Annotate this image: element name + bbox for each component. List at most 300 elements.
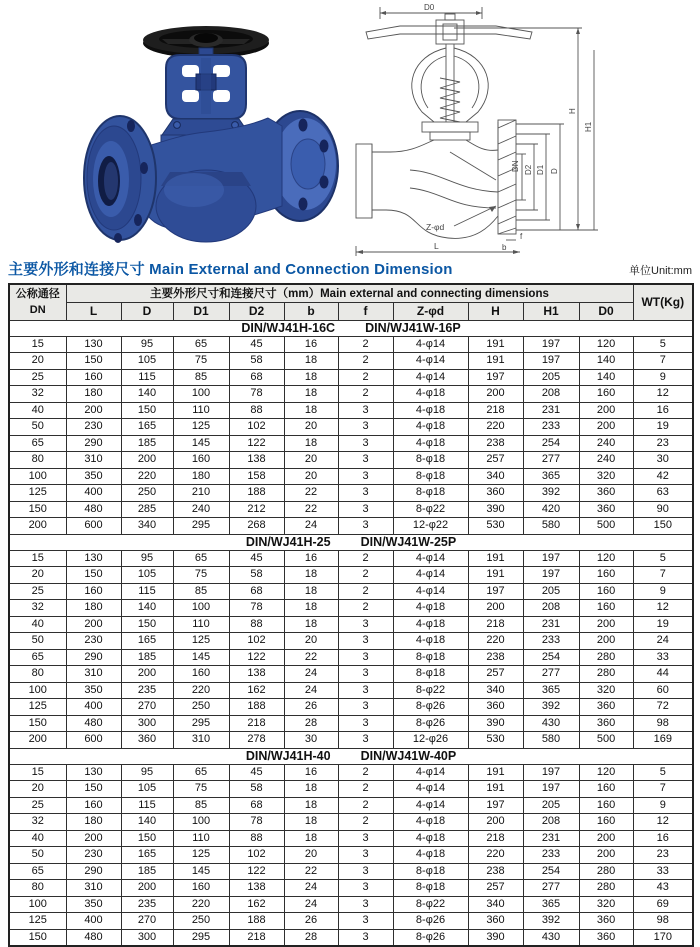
table-cell: 365 xyxy=(523,896,579,913)
table-cell: 3 xyxy=(338,847,393,864)
table-cell: 120 xyxy=(579,336,633,353)
table-cell: 420 xyxy=(523,501,579,518)
table-cell: 72 xyxy=(633,699,693,716)
table-cell: 68 xyxy=(229,797,284,814)
table-row xyxy=(9,781,693,798)
table-cell: 23 xyxy=(633,847,693,864)
col-header-dn xyxy=(9,284,66,320)
table-cell: 300 xyxy=(121,715,173,732)
table-row xyxy=(9,764,693,781)
table-cell: 295 xyxy=(173,715,229,732)
table-cell: 18 xyxy=(284,435,338,452)
table-cell: 18 xyxy=(284,781,338,798)
table-cell: 530 xyxy=(468,732,523,749)
table-cell: 100 xyxy=(173,814,229,831)
table-cell: 125 xyxy=(9,485,66,502)
table-cell: 235 xyxy=(121,896,173,913)
table-cell: 138 xyxy=(229,666,284,683)
table-cell: 268 xyxy=(229,518,284,535)
table-cell: 200 xyxy=(121,452,173,469)
table-cell: 26 xyxy=(284,699,338,716)
table-cell: 150 xyxy=(66,781,121,798)
table-cell: 110 xyxy=(173,616,229,633)
dim-label-d0: D0 xyxy=(424,3,435,12)
table-cell: 98 xyxy=(633,715,693,732)
table-cell: 125 xyxy=(173,419,229,436)
table-cell: 200 xyxy=(468,814,523,831)
section-name-left: DIN/WJ41H-25 xyxy=(245,535,331,549)
table-cell: 220 xyxy=(468,633,523,650)
table-cell: 8-φ26 xyxy=(393,715,468,732)
table-cell: 20 xyxy=(9,567,66,584)
table-cell: 24 xyxy=(284,518,338,535)
table-cell: 158 xyxy=(229,468,284,485)
table-cell: 400 xyxy=(66,485,121,502)
dim-label-d1: D1 xyxy=(536,164,545,175)
table-cell: 390 xyxy=(468,929,523,946)
table-cell: 8-φ18 xyxy=(393,666,468,683)
table-cell: 69 xyxy=(633,896,693,913)
table-cell: 95 xyxy=(121,336,173,353)
table-cell: 18 xyxy=(284,386,338,403)
table-cell: 4-φ18 xyxy=(393,402,468,419)
table-cell: 280 xyxy=(579,863,633,880)
table-cell: 22 xyxy=(284,501,338,518)
table-row xyxy=(9,336,693,353)
table-cell: 2 xyxy=(338,583,393,600)
table-cell: 169 xyxy=(633,732,693,749)
table-cell: 65 xyxy=(9,435,66,452)
table-cell: 197 xyxy=(523,764,579,781)
table-cell: 160 xyxy=(173,666,229,683)
table-cell: 160 xyxy=(66,369,121,386)
table-cell: 2 xyxy=(338,353,393,370)
table-cell: 235 xyxy=(121,682,173,699)
dim-label-f: f xyxy=(520,232,523,241)
section-header xyxy=(9,534,693,550)
table-cell: 218 xyxy=(229,715,284,732)
table-cell: 165 xyxy=(121,847,173,864)
table-cell: 140 xyxy=(121,386,173,403)
table-cell: 392 xyxy=(523,913,579,930)
table-cell: 3 xyxy=(338,616,393,633)
table-cell: 80 xyxy=(9,452,66,469)
table-cell: 188 xyxy=(229,485,284,502)
table-cell: 40 xyxy=(9,616,66,633)
table-cell: 9 xyxy=(633,797,693,814)
table-cell: 4-φ14 xyxy=(393,550,468,567)
table-cell: 231 xyxy=(523,830,579,847)
table-cell: 530 xyxy=(468,518,523,535)
table-cell: 4-φ14 xyxy=(393,567,468,584)
table-cell: 191 xyxy=(468,353,523,370)
table-cell: 90 xyxy=(633,501,693,518)
section-header xyxy=(9,748,693,764)
table-cell: 218 xyxy=(468,830,523,847)
table-cell: 200 xyxy=(66,616,121,633)
table-cell: 33 xyxy=(633,863,693,880)
table-cell: 15 xyxy=(9,550,66,567)
table-cell: 58 xyxy=(229,353,284,370)
table-cell: 105 xyxy=(121,781,173,798)
table-cell: 160 xyxy=(66,797,121,814)
table-cell: 19 xyxy=(633,419,693,436)
table-cell: 160 xyxy=(579,600,633,617)
table-cell: 140 xyxy=(121,600,173,617)
table-cell: 200 xyxy=(9,518,66,535)
table-cell: 12 xyxy=(633,814,693,831)
table-cell: 24 xyxy=(284,682,338,699)
table-row xyxy=(9,583,693,600)
table-cell: 3 xyxy=(338,913,393,930)
table-cell: 8-φ26 xyxy=(393,699,468,716)
table-cell: 200 xyxy=(468,386,523,403)
table-cell: 360 xyxy=(579,501,633,518)
table-cell: 20 xyxy=(284,452,338,469)
table-cell: 188 xyxy=(229,699,284,716)
table-row xyxy=(9,732,693,749)
table-cell: 191 xyxy=(468,567,523,584)
table-cell: 2 xyxy=(338,336,393,353)
valve-drawing xyxy=(350,2,668,256)
table-cell: 231 xyxy=(523,616,579,633)
table-cell: 220 xyxy=(468,847,523,864)
table-cell: 130 xyxy=(66,336,121,353)
table-cell: 22 xyxy=(284,485,338,502)
table-row xyxy=(9,715,693,732)
table-cell: 580 xyxy=(523,518,579,535)
table-cell: 78 xyxy=(229,814,284,831)
table-cell: 115 xyxy=(121,797,173,814)
table-cell: 100 xyxy=(9,896,66,913)
table-row xyxy=(9,518,693,535)
table-cell: 20 xyxy=(9,781,66,798)
table-cell: 8-φ18 xyxy=(393,880,468,897)
table-cell: 130 xyxy=(66,764,121,781)
table-cell: 191 xyxy=(468,781,523,798)
table-cell: 12-φ26 xyxy=(393,732,468,749)
table-cell: 392 xyxy=(523,485,579,502)
section-name-left: DIN/WJ41H-16C xyxy=(241,321,336,335)
page-title: 主要外形和连接尺寸 Main External and Connection Dimension xyxy=(8,261,453,278)
table-cell: 170 xyxy=(633,929,693,946)
table-cell: 3 xyxy=(338,880,393,897)
table-cell: 180 xyxy=(66,600,121,617)
table-cell: 3 xyxy=(338,732,393,749)
table-cell: 8-φ18 xyxy=(393,485,468,502)
table-cell: 230 xyxy=(66,633,121,650)
table-row xyxy=(9,633,693,650)
col-header-dimensions: 主要外形尺寸和连接尺寸（mm）Main external and connecting dimensions xyxy=(66,284,633,302)
table-cell: 160 xyxy=(579,814,633,831)
table-cell: 45 xyxy=(229,336,284,353)
table-cell: 220 xyxy=(173,896,229,913)
table-row xyxy=(9,797,693,814)
table-cell: 5 xyxy=(633,550,693,567)
table-cell: 230 xyxy=(66,419,121,436)
table-cell: 30 xyxy=(284,732,338,749)
table-cell: 75 xyxy=(173,567,229,584)
table-cell: 24 xyxy=(633,633,693,650)
table-cell: 200 xyxy=(579,633,633,650)
table-cell: 65 xyxy=(173,764,229,781)
table-cell: 220 xyxy=(173,682,229,699)
table-cell: 280 xyxy=(579,666,633,683)
table-cell: 102 xyxy=(229,419,284,436)
valve-drawing-svg xyxy=(350,2,668,256)
table-cell: 7 xyxy=(633,567,693,584)
table-cell: 100 xyxy=(173,386,229,403)
table-cell: 75 xyxy=(173,353,229,370)
table-cell: 500 xyxy=(579,518,633,535)
table-cell: 100 xyxy=(173,600,229,617)
table-cell: 105 xyxy=(121,567,173,584)
table-cell: 12-φ22 xyxy=(393,518,468,535)
section-name-right: DIN/WJ41W-25P xyxy=(360,535,457,549)
table-cell: 88 xyxy=(229,616,284,633)
table-cell: 160 xyxy=(173,880,229,897)
table-cell: 4-φ18 xyxy=(393,814,468,831)
dim-label-dn: DN xyxy=(511,160,520,172)
table-cell: 85 xyxy=(173,797,229,814)
col-header-wt: WT(Kg) xyxy=(633,284,693,320)
table-cell: 150 xyxy=(66,567,121,584)
section-header-row xyxy=(9,534,693,550)
table-row xyxy=(9,402,693,419)
table-cell: 218 xyxy=(229,929,284,946)
table-cell: 360 xyxy=(579,913,633,930)
table-cell: 95 xyxy=(121,550,173,567)
table-cell: 208 xyxy=(523,386,579,403)
table-cell: 200 xyxy=(579,847,633,864)
table-row xyxy=(9,913,693,930)
table-cell: 340 xyxy=(468,896,523,913)
table-row xyxy=(9,550,693,567)
table-row xyxy=(9,649,693,666)
table-cell: 390 xyxy=(468,715,523,732)
table-cell: 5 xyxy=(633,336,693,353)
table-cell: 254 xyxy=(523,863,579,880)
table-cell: 3 xyxy=(338,863,393,880)
table-subheader xyxy=(9,302,693,320)
table-cell: 75 xyxy=(173,781,229,798)
table-cell: 18 xyxy=(284,583,338,600)
col-header-d: D xyxy=(121,302,173,320)
table-cell: 270 xyxy=(121,699,173,716)
table-cell: 63 xyxy=(633,485,693,502)
table-cell: 185 xyxy=(121,649,173,666)
table-cell: 360 xyxy=(579,699,633,716)
table-cell: 4-φ14 xyxy=(393,764,468,781)
dim-label-b: b xyxy=(502,243,507,252)
table-cell: 320 xyxy=(579,896,633,913)
table-cell: 320 xyxy=(579,682,633,699)
table-cell: 22 xyxy=(284,863,338,880)
table-cell: 197 xyxy=(523,550,579,567)
table-cell: 200 xyxy=(66,830,121,847)
table-cell: 15 xyxy=(9,336,66,353)
table-cell: 257 xyxy=(468,880,523,897)
table-cell: 250 xyxy=(173,699,229,716)
table-cell: 58 xyxy=(229,781,284,798)
table-row xyxy=(9,699,693,716)
table-cell: 50 xyxy=(9,847,66,864)
table-cell: 98 xyxy=(633,913,693,930)
table-row xyxy=(9,666,693,683)
table-cell: 4-φ18 xyxy=(393,419,468,436)
table-cell: 350 xyxy=(66,468,121,485)
table-cell: 9 xyxy=(633,583,693,600)
table-cell: 8-φ22 xyxy=(393,896,468,913)
table-row xyxy=(9,830,693,847)
table-cell: 140 xyxy=(121,814,173,831)
table-cell: 197 xyxy=(523,781,579,798)
table-cell: 360 xyxy=(579,715,633,732)
table-cell: 18 xyxy=(284,797,338,814)
table-row xyxy=(9,501,693,518)
table-cell: 105 xyxy=(121,353,173,370)
table-cell: 4-φ18 xyxy=(393,616,468,633)
table-cell: 3 xyxy=(338,666,393,683)
table-cell: 140 xyxy=(579,369,633,386)
table-row xyxy=(9,386,693,403)
table-cell: 18 xyxy=(284,616,338,633)
table-cell: 122 xyxy=(229,649,284,666)
dimension-table xyxy=(8,283,694,947)
table-cell: 250 xyxy=(121,485,173,502)
table-cell: 15 xyxy=(9,764,66,781)
col-header-zd: Z-φd xyxy=(393,302,468,320)
table-cell: 400 xyxy=(66,913,121,930)
table-cell: 65 xyxy=(173,550,229,567)
table-cell: 22 xyxy=(284,649,338,666)
table-cell: 16 xyxy=(284,550,338,567)
table-cell: 7 xyxy=(633,781,693,798)
table-cell: 8-φ18 xyxy=(393,452,468,469)
table-cell: 365 xyxy=(523,682,579,699)
table-cell: 120 xyxy=(579,550,633,567)
table-cell: 300 xyxy=(121,929,173,946)
table-cell: 310 xyxy=(173,732,229,749)
table-cell: 4-φ14 xyxy=(393,583,468,600)
table-cell: 150 xyxy=(121,616,173,633)
table-cell: 160 xyxy=(579,781,633,798)
col-header-dn-en: DN xyxy=(29,304,46,317)
table-cell: 125 xyxy=(173,847,229,864)
table-cell: 20 xyxy=(284,847,338,864)
table-cell: 102 xyxy=(229,847,284,864)
table-cell: 2 xyxy=(338,814,393,831)
table-cell: 4-φ14 xyxy=(393,781,468,798)
table-cell: 50 xyxy=(9,633,66,650)
table-row xyxy=(9,929,693,946)
table-row xyxy=(9,600,693,617)
table-cell: 115 xyxy=(121,369,173,386)
section-header-row xyxy=(9,320,693,336)
table-cell: 16 xyxy=(633,402,693,419)
table-cell: 220 xyxy=(121,468,173,485)
table-cell: 42 xyxy=(633,468,693,485)
table-cell: 110 xyxy=(173,402,229,419)
table-cell: 200 xyxy=(66,402,121,419)
table-cell: 145 xyxy=(173,435,229,452)
table-cell: 18 xyxy=(284,814,338,831)
table-cell: 40 xyxy=(9,402,66,419)
table-cell: 200 xyxy=(579,402,633,419)
table-cell: 78 xyxy=(229,386,284,403)
col-header-d0: D0 xyxy=(579,302,633,320)
table-row xyxy=(9,468,693,485)
table-cell: 4-φ18 xyxy=(393,386,468,403)
dim-label-d: D xyxy=(550,168,559,174)
table-cell: 220 xyxy=(468,419,523,436)
table-cell: 230 xyxy=(66,847,121,864)
table-cell: 45 xyxy=(229,764,284,781)
table-cell: 600 xyxy=(66,518,121,535)
table-row xyxy=(9,880,693,897)
table-cell: 2 xyxy=(338,600,393,617)
table-cell: 197 xyxy=(468,369,523,386)
table-cell: 310 xyxy=(66,880,121,897)
table-row xyxy=(9,452,693,469)
table-cell: 24 xyxy=(284,896,338,913)
table-cell: 8-φ18 xyxy=(393,468,468,485)
table-cell: 24 xyxy=(284,880,338,897)
table-cell: 4-φ18 xyxy=(393,435,468,452)
table-cell: 200 xyxy=(579,616,633,633)
table-cell: 257 xyxy=(468,452,523,469)
table-cell: 340 xyxy=(468,682,523,699)
table-cell: 2 xyxy=(338,550,393,567)
table-cell: 65 xyxy=(9,649,66,666)
table-cell: 150 xyxy=(9,501,66,518)
table-cell: 28 xyxy=(284,929,338,946)
col-header-h1: H1 xyxy=(523,302,579,320)
table-cell: 125 xyxy=(173,633,229,650)
table-cell: 4-φ14 xyxy=(393,369,468,386)
table-cell: 257 xyxy=(468,666,523,683)
table-cell: 310 xyxy=(66,452,121,469)
table-cell: 165 xyxy=(121,419,173,436)
col-header-b: b xyxy=(284,302,338,320)
table-cell: 285 xyxy=(121,501,173,518)
table-cell: 238 xyxy=(468,863,523,880)
table-cell: 197 xyxy=(523,336,579,353)
table-cell: 250 xyxy=(173,913,229,930)
table-cell: 212 xyxy=(229,501,284,518)
table-cell: 122 xyxy=(229,435,284,452)
table-cell: 19 xyxy=(633,616,693,633)
table-cell: 3 xyxy=(338,419,393,436)
table-cell: 102 xyxy=(229,633,284,650)
table-cell: 8-φ22 xyxy=(393,682,468,699)
table-cell: 218 xyxy=(468,616,523,633)
table-cell: 8-φ26 xyxy=(393,913,468,930)
table-cell: 18 xyxy=(284,600,338,617)
table-cell: 400 xyxy=(66,699,121,716)
table-cell: 88 xyxy=(229,830,284,847)
table-cell: 277 xyxy=(523,452,579,469)
table-cell: 138 xyxy=(229,880,284,897)
table-cell: 185 xyxy=(121,435,173,452)
table-cell: 8-φ26 xyxy=(393,929,468,946)
table-cell: 100 xyxy=(9,468,66,485)
table-cell: 4-φ14 xyxy=(393,797,468,814)
table-cell: 360 xyxy=(468,913,523,930)
table-cell: 32 xyxy=(9,600,66,617)
table-cell: 12 xyxy=(633,600,693,617)
table-cell: 3 xyxy=(338,929,393,946)
